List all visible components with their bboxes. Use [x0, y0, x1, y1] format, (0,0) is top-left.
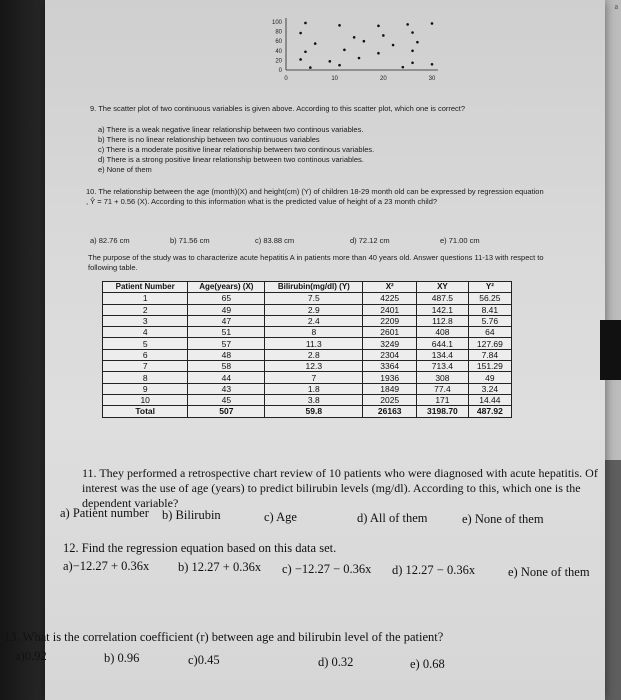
- q11-option-c[interactable]: c) Age: [264, 510, 297, 524]
- scatter-point: [299, 32, 302, 35]
- cell-bilirubin: 8: [265, 327, 363, 338]
- cell-age: 43: [188, 383, 265, 394]
- q13-option-c[interactable]: c)0.45: [188, 653, 220, 667]
- col-xy: XY: [417, 282, 469, 293]
- scatter-point: [411, 50, 414, 53]
- q12-stem: 12. Find the regression equation based on this data set.: [63, 541, 337, 555]
- cell-bilirubin: 3.8: [265, 394, 363, 405]
- table-row: [103, 315, 512, 326]
- cell-patient-number: 1: [103, 293, 188, 304]
- col-x-squared: X²: [363, 282, 417, 293]
- cell-patient-number: 4: [103, 327, 188, 338]
- scatter-point: [299, 58, 302, 61]
- cell-age: 45: [188, 394, 265, 405]
- cell-bilirubin: 11.3: [265, 338, 363, 349]
- scatter-point: [406, 23, 409, 26]
- table-row: [103, 394, 512, 405]
- x-tick-label: 20: [379, 76, 387, 82]
- cell-x-squared: 1936: [363, 372, 417, 383]
- cell-patient-number: 5: [103, 338, 188, 349]
- scatter-point: [392, 44, 395, 47]
- cell-x-squared: 1849: [363, 383, 417, 394]
- cell-y-squared: 14.44: [468, 394, 511, 405]
- q10-option-a[interactable]: a) 82.76 cm: [90, 236, 130, 245]
- cell-y-squared: 487.92: [468, 406, 511, 417]
- corner-mark: a: [614, 2, 618, 11]
- patient-data-table: [102, 281, 512, 418]
- x-tick-label: 0: [284, 76, 288, 82]
- cell-bilirubin: 7.5: [265, 293, 363, 304]
- scatter-point: [338, 24, 341, 27]
- scatter-point: [304, 50, 307, 53]
- table-row: [103, 361, 512, 372]
- cell-x-squared: 2601: [363, 327, 417, 338]
- q9-option-e[interactable]: e) None of them: [98, 165, 152, 174]
- cell-bilirubin: 2.9: [265, 304, 363, 315]
- cell-age: 44: [188, 372, 265, 383]
- cell-age: 58: [188, 361, 265, 372]
- scatter-point: [314, 42, 317, 45]
- q12-option-c[interactable]: c) −12.27 − 0.36x: [282, 562, 372, 576]
- cell-x-squared: 2209: [363, 315, 417, 326]
- cell-xy: 487.5: [417, 293, 469, 304]
- cell-age: 48: [188, 349, 265, 360]
- q9-option-c[interactable]: c) There is a moderate positive linear relationship between two continous variables.: [98, 145, 375, 154]
- q13-option-d[interactable]: d) 0.32: [318, 655, 354, 669]
- cell-x-squared: 2401: [363, 304, 417, 315]
- cell-y-squared: 3.24: [468, 383, 511, 394]
- y-tick-label: 80: [275, 29, 282, 36]
- q10-option-c[interactable]: c) 83.88 cm: [255, 236, 295, 245]
- q10-stem: 10. The relationship between the age (month)(X) and height(cm) (Y) of children 18-29 month old can be expressed by regression equation , Ŷ = 71 + 0.56 (X). According to this information what is the predicted value of height of a 23 month child?: [86, 187, 544, 206]
- q10-option-e[interactable]: e) 71.00 cm: [440, 236, 480, 245]
- scatter-points: [299, 22, 433, 69]
- scatter-plot: [0, 0, 621, 100]
- cell-age: 65: [188, 293, 265, 304]
- q12-option-d[interactable]: d) 12.27 − 0.36x: [392, 563, 476, 577]
- cell-bilirubin: 2.8: [265, 349, 363, 360]
- cell-patient-number: 10: [103, 394, 188, 405]
- cell-xy: 3198.70: [417, 406, 469, 417]
- cell-x-squared: 2025: [363, 394, 417, 405]
- q11-option-b[interactable]: b) Bilirubin: [162, 508, 221, 522]
- q13-stem: 13. What is the correlation coefficient (r) between age and bilirubin level of the patient?: [4, 630, 444, 644]
- q10-option-b[interactable]: b) 71.56 cm: [170, 236, 210, 245]
- cell-y-squared: 127.69: [468, 338, 511, 349]
- cell-y-squared: 64: [468, 327, 511, 338]
- table-header-row: [103, 282, 512, 293]
- scatter-point: [402, 66, 405, 69]
- q9-option-a[interactable]: a) There is a weak negative linear relationship between two continous variables.: [98, 125, 364, 134]
- scatter-point: [411, 31, 414, 34]
- q11-option-e[interactable]: e) None of them: [462, 512, 544, 526]
- cell-age: 57: [188, 338, 265, 349]
- cell-xy: 142.1: [417, 304, 469, 315]
- cell-age: 507: [188, 406, 265, 417]
- cell-xy: 713.4: [417, 361, 469, 372]
- cell-bilirubin: 1.8: [265, 383, 363, 394]
- cell-bilirubin: 2.4: [265, 315, 363, 326]
- scatter-point: [304, 22, 307, 25]
- q9-stem: 9. The scatter plot of two continuous variables is given above. According to this scatter plot, which one is correct?: [90, 104, 466, 113]
- q13-option-a[interactable]: a)0.92: [15, 649, 47, 663]
- q13-option-e[interactable]: e) 0.68: [410, 657, 445, 671]
- cell-bilirubin: 59.8: [265, 406, 363, 417]
- cell-y-squared: 56.25: [468, 293, 511, 304]
- study-intro: The purpose of the study was to characterize acute hepatitis A in patients more than 40 years old. Answer questions 11-13 with respect to following table.: [88, 253, 544, 272]
- q11-stem: 11. They performed a retrospective chart review of 10 patients who were diagnosed with acute hepatitis. Of interest was the use of age (years) to predict bilirubin levels (mg/dl). According to this, which one is the dependent variable?: [82, 466, 598, 510]
- table-row: [103, 327, 512, 338]
- y-tick-label: 0: [278, 68, 282, 74]
- q9-option-d[interactable]: d) There is a strong positive linear relationship between two continous variables.: [98, 155, 364, 164]
- col-bilirubin: Bilirubin(mg/dl) (Y): [265, 282, 363, 293]
- cell-patient-number: 9: [103, 383, 188, 394]
- scatter-point: [431, 63, 434, 66]
- scatter-point: [353, 36, 356, 39]
- scatter-point: [382, 34, 385, 37]
- scatter-point: [377, 52, 380, 55]
- cell-xy: 644.1: [417, 338, 469, 349]
- cell-xy: 112.8: [417, 315, 469, 326]
- scatter-point: [363, 40, 366, 43]
- scatter-point: [431, 22, 434, 25]
- x-tick-label: 30: [428, 76, 436, 82]
- q10-option-d[interactable]: d) 72.12 cm: [350, 236, 390, 245]
- table-row: [103, 349, 512, 360]
- y-tick-label: 100: [271, 20, 282, 26]
- q12-option-a[interactable]: a)−12.27 + 0.36x: [63, 559, 150, 573]
- q11-option-d[interactable]: d) All of them: [357, 511, 428, 525]
- q11-option-a[interactable]: a) Patient number: [60, 506, 149, 520]
- answer-sheet-edge: [600, 320, 621, 380]
- cell-age: 51: [188, 327, 265, 338]
- cell-patient-number: 7: [103, 361, 188, 372]
- cell-age: 49: [188, 304, 265, 315]
- cell-patient-number: 3: [103, 315, 188, 326]
- cell-y-squared: 151.29: [468, 361, 511, 372]
- cell-xy: 408: [417, 327, 469, 338]
- cell-xy: 171: [417, 394, 469, 405]
- cell-x-squared: 2304: [363, 349, 417, 360]
- cell-xy: 308: [417, 372, 469, 383]
- col-age: Age(years) (X): [188, 282, 265, 293]
- table-row: [103, 338, 512, 349]
- q12-option-e[interactable]: e) None of them: [508, 565, 590, 579]
- scatter-point: [329, 60, 332, 63]
- scatter-point: [377, 25, 380, 28]
- cell-x-squared: 3364: [363, 361, 417, 372]
- cell-xy: 77.4: [417, 383, 469, 394]
- scatter-point: [338, 64, 341, 67]
- cell-age: 47: [188, 315, 265, 326]
- cell-patient-number: 2: [103, 304, 188, 315]
- col-y-squared: Y²: [468, 282, 511, 293]
- cell-xy: 134.4: [417, 349, 469, 360]
- table-row: [103, 372, 512, 383]
- scatter-point: [416, 41, 419, 44]
- table-row: [103, 304, 512, 315]
- cell-y-squared: 49: [468, 372, 511, 383]
- cell-bilirubin: 12.3: [265, 361, 363, 372]
- scatter-point: [358, 57, 361, 60]
- table-total-row: [103, 406, 512, 417]
- q12-option-b[interactable]: b) 12.27 + 0.36x: [178, 560, 262, 574]
- q13-option-b[interactable]: b) 0.96: [104, 651, 140, 665]
- cell-x-squared: 3249: [363, 338, 417, 349]
- scatter-point: [343, 49, 346, 52]
- cell-patient-number: 6: [103, 349, 188, 360]
- cell-patient-number: Total: [103, 406, 188, 417]
- scatter-point: [411, 62, 414, 65]
- cell-x-squared: 26163: [363, 406, 417, 417]
- x-tick-label: 10: [331, 76, 339, 82]
- cell-y-squared: 7.84: [468, 349, 511, 360]
- cell-y-squared: 8.41: [468, 304, 511, 315]
- scatter-point: [309, 66, 312, 69]
- cell-y-squared: 5.76: [468, 315, 511, 326]
- cell-bilirubin: 7: [265, 372, 363, 383]
- y-tick-label: 60: [275, 39, 282, 46]
- table-row: [103, 383, 512, 394]
- q9-option-b[interactable]: b) There is no linear relationship between two continuous variables: [98, 135, 320, 144]
- y-tick-label: 20: [275, 58, 282, 65]
- y-tick-label: 40: [275, 48, 282, 55]
- col-patient-number: Patient Number: [103, 282, 188, 293]
- cell-patient-number: 8: [103, 372, 188, 383]
- table-row: [103, 293, 512, 304]
- cell-x-squared: 4225: [363, 293, 417, 304]
